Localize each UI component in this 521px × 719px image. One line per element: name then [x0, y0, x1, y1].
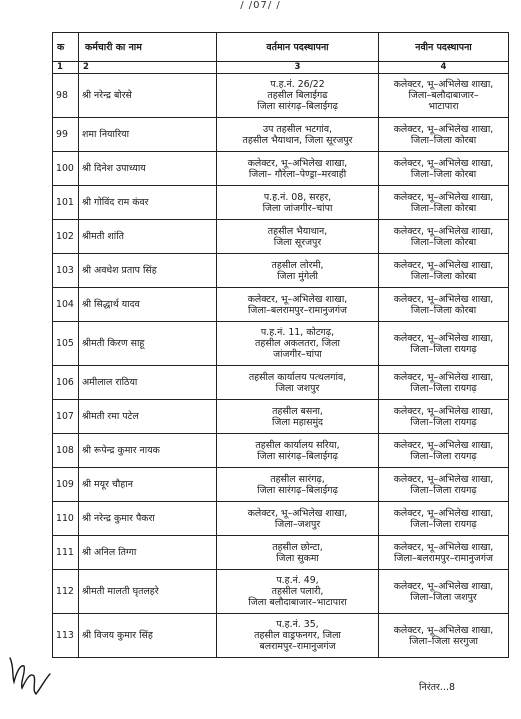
current-posting-line: प.ह.नं. 26/22 [270, 79, 325, 90]
current-posting-line: तहसील सारंगढ़, [270, 473, 325, 485]
new-posting-line: जिला–जिला रायगढ़ [410, 484, 477, 496]
new-posting [379, 434, 509, 468]
new-posting [379, 118, 509, 152]
new-posting [379, 400, 509, 434]
new-posting-line: जिला–जिला रायगढ़ [410, 343, 477, 355]
new-posting-line: कलेक्टर, भू–अभिलेख शाखा, [393, 371, 494, 383]
current-posting [217, 614, 379, 658]
header-current-posting: वर्तमान पदस्थापना [217, 33, 379, 62]
current-posting [217, 74, 379, 118]
new-posting [379, 570, 509, 614]
employee-name: अमीलाल राठिया [79, 366, 217, 400]
serial-number: 102 [53, 220, 79, 254]
employee-name: श्री अवधेश प्रताप सिंह [79, 254, 217, 288]
current-posting-line: जिला जांजगीर–चांपा [262, 202, 333, 214]
employee-name: श्रीमती रमा पटेल [79, 400, 217, 434]
table-row [53, 152, 509, 186]
table-row [53, 366, 509, 400]
current-posting-line: तहसील पलारी, [271, 586, 324, 597]
current-posting-line: जिला–बलरामपुर–रामानुजगंज [248, 304, 347, 316]
current-posting-line: जिला– गौरेला–पेण्ड्रा–मरवाही [248, 168, 347, 180]
employee-name: श्रीमती शांति [79, 220, 217, 254]
table-row [53, 186, 509, 220]
employee-name: शमा नियारिया [79, 118, 217, 152]
new-posting-line: कलेक्टर, भू–अभिलेख शाखा, [393, 580, 494, 592]
new-posting [379, 366, 509, 400]
continued-note: निरंतर...8 [419, 682, 456, 693]
new-posting-line: जिला–बलरामपुर–रामानुजगंज [394, 552, 493, 564]
current-posting-line: जांजगीर–चांपा [273, 349, 322, 360]
current-posting [217, 366, 379, 400]
new-posting-line: जिला–जिला सरगुजा [409, 635, 478, 647]
new-posting-line: जिला–जिला कोरबा [410, 304, 477, 316]
current-posting-line: प.ह.नं. 11, कोटगढ़, [260, 327, 335, 338]
header-new-posting: नवीन पदस्थापना [379, 33, 509, 62]
current-posting-line: जिला जशपुर [275, 382, 320, 394]
new-posting-line: जिला–जिला कोरबा [410, 270, 477, 282]
new-posting-line: जिला–जिला रायगढ़ [410, 416, 477, 428]
transfer-table [52, 32, 509, 658]
employee-name: श्रीमती किरण साहू [79, 322, 217, 366]
new-posting [379, 322, 509, 366]
serial-number: 103 [53, 254, 79, 288]
employee-name: श्री नरेन्द्र कुमार पैकरा [79, 502, 217, 536]
current-posting-line: प.ह.नं. 35, [276, 619, 319, 630]
table-row [53, 614, 509, 658]
table-row [53, 74, 509, 118]
table-row [53, 468, 509, 502]
current-posting-line: तहसील बिलाईगढ [267, 90, 328, 101]
current-posting-line: तहसील भैयाथान, जिला सूरजपुर [242, 134, 353, 146]
column-number-3: 3 [217, 62, 379, 74]
column-number-4: 4 [379, 62, 509, 74]
table-row [53, 570, 509, 614]
new-posting-line: कलेक्टर, भू–अभिलेख शाखा, [393, 332, 494, 344]
new-posting [379, 468, 509, 502]
new-posting-line: जिला–जिला कोरबा [410, 236, 477, 248]
new-posting-line: कलेक्टर, भू–अभिलेख शाखा, [393, 225, 494, 237]
current-posting [217, 502, 379, 536]
new-posting-line: कलेक्टर, भू–अभिलेख शाखा, [393, 473, 494, 485]
employee-name: श्री गोविंद राम कंवर [79, 186, 217, 220]
current-posting-line: तहसील भैयाथान, [267, 225, 328, 237]
new-posting [379, 220, 509, 254]
current-posting-line: बलरामपुर–रामानुजगंज [259, 641, 336, 652]
current-posting-line: कलेक्टर, भू–अभिलेख शाखा, [247, 507, 348, 519]
current-posting-line: तहसील लोरमी, [271, 259, 324, 271]
current-posting [217, 468, 379, 502]
serial-number: 112 [53, 570, 79, 614]
new-posting [379, 74, 509, 118]
current-posting [217, 322, 379, 366]
serial-number: 109 [53, 468, 79, 502]
table-row [53, 254, 509, 288]
table-row [53, 220, 509, 254]
table-row [53, 118, 509, 152]
table-row [53, 536, 509, 570]
column-number-2: 2 [79, 62, 217, 74]
current-posting-line: प.ह.नं. 08, सरहर, [263, 191, 332, 203]
new-posting-line: कलेक्टर, भू–अभिलेख शाखा, [393, 624, 494, 636]
current-posting-line: कलेक्टर, भू–अभिलेख शाखा, [247, 157, 348, 169]
employee-name: श्री रूपेन्द्र कुमार नायक [79, 434, 217, 468]
new-posting [379, 152, 509, 186]
new-posting-line: भाटापारा [428, 101, 459, 112]
signature [6, 652, 54, 702]
new-posting-line: कलेक्टर, भू–अभिलेख शाखा, [393, 191, 494, 203]
current-posting [217, 254, 379, 288]
current-posting-line: जिला सुकमा [276, 552, 319, 564]
new-posting-line: जिला–जिला रायगढ़ [410, 518, 477, 530]
current-posting-line: उप तहसील भटगांव, [262, 123, 333, 135]
header-employee-name: कर्मचारी का नाम [79, 33, 217, 62]
table-row [53, 400, 509, 434]
serial-number: 113 [53, 614, 79, 658]
current-posting-line: जिला सारंगढ़–बिलाईगढ़ [257, 101, 338, 112]
new-posting-line: कलेक्टर, भू–अभिलेख शाखा, [393, 541, 494, 553]
current-posting-line: तहसील कार्यालय सरिया, [255, 439, 340, 451]
current-posting [217, 152, 379, 186]
new-posting-line: जिला–जिला रायगढ़ [410, 382, 477, 394]
new-posting-line: जिला–जिला रायगढ़ [410, 450, 477, 462]
current-posting-line: तहसील बसना, [272, 405, 323, 417]
current-posting-line: प.ह.नं. 49, [276, 575, 319, 586]
header-serial: क [53, 33, 79, 62]
employee-name: श्री नरेन्द्र बोरसे [79, 74, 217, 118]
current-posting-line: जिला सारंगढ़–बिलाईगढ़ [257, 484, 338, 496]
serial-number: 105 [53, 322, 79, 366]
table-row [53, 322, 509, 366]
current-posting-line: तहसील अकलतरा, जिला [255, 338, 340, 349]
serial-number: 106 [53, 366, 79, 400]
new-posting-line: जिला–जिला कोरबा [410, 134, 477, 146]
new-posting-line: कलेक्टर, भू–अभिलेख शाखा, [393, 123, 494, 135]
current-posting-line: कलेक्टर, भू–अभिलेख शाखा, [247, 293, 348, 305]
serial-number: 107 [53, 400, 79, 434]
table-row [53, 502, 509, 536]
new-posting [379, 288, 509, 322]
table-body [53, 33, 509, 658]
current-posting [217, 536, 379, 570]
current-posting [217, 118, 379, 152]
column-number-row [53, 62, 509, 74]
current-posting-line: तहसील वाड्रफनगर, जिला [254, 630, 341, 641]
new-posting-line: कलेक्टर, भू–अभिलेख शाखा, [393, 79, 494, 90]
column-number-1: 1 [53, 62, 79, 74]
employee-name: श्री सिद्धार्थ यादव [79, 288, 217, 322]
table-header-row [53, 33, 509, 62]
employee-name: श्रीमती मालती घृतलहरे [79, 570, 217, 614]
employee-name: श्री दिनेश उपाध्याय [79, 152, 217, 186]
new-posting-line: जिला–जिला कोरबा [410, 168, 477, 180]
new-posting-line: जिला–जिला जशपुर [410, 591, 477, 603]
serial-number: 104 [53, 288, 79, 322]
new-posting-line: जिला–बलौदाबाजार– [408, 90, 479, 101]
employee-name: श्री विजय कुमार सिंह [79, 614, 217, 658]
new-posting [379, 186, 509, 220]
new-posting [379, 502, 509, 536]
serial-number: 108 [53, 434, 79, 468]
new-posting-line: कलेक्टर, भू–अभिलेख शाखा, [393, 157, 494, 169]
new-posting-line: कलेक्टर, भू–अभिलेख शाखा, [393, 293, 494, 305]
current-posting [217, 186, 379, 220]
new-posting [379, 536, 509, 570]
current-posting [217, 288, 379, 322]
current-posting [217, 400, 379, 434]
new-posting-line: कलेक्टर, भू–अभिलेख शाखा, [393, 439, 494, 451]
current-posting [217, 220, 379, 254]
serial-number: 98 [53, 74, 79, 118]
new-posting [379, 254, 509, 288]
current-posting-line: जिला मुंगेली [277, 270, 318, 282]
employee-name: श्री अनिल तिग्गा [79, 536, 217, 570]
serial-number: 111 [53, 536, 79, 570]
new-posting-line: जिला–जिला कोरबा [410, 202, 477, 214]
employee-name: श्री मयूर चौहान [79, 468, 217, 502]
new-posting-line: कलेक्टर, भू–अभिलेख शाखा, [393, 507, 494, 519]
serial-number: 101 [53, 186, 79, 220]
current-posting-line: तहसील छोन्टा, [272, 541, 323, 553]
current-posting-line: तहसील कार्यालय पत्थलगांव, [248, 371, 347, 383]
page-number: / /07/ / [240, 0, 281, 11]
new-posting-line: कलेक्टर, भू–अभिलेख शाखा, [393, 405, 494, 417]
current-posting-line: जिला बलौदाबाजार–भाटापारा [248, 597, 347, 608]
current-posting-line: जिला महासमुंद [271, 416, 324, 428]
table-row [53, 434, 509, 468]
new-posting-line: कलेक्टर, भू–अभिलेख शाखा, [393, 259, 494, 271]
current-posting-line: जिला सूरजपुर [273, 236, 322, 248]
serial-number: 110 [53, 502, 79, 536]
current-posting-line: जिला सारंगढ़–बिलाईगढ़ [257, 450, 338, 462]
current-posting-line: जिला–जशपुर [274, 518, 321, 530]
serial-number: 100 [53, 152, 79, 186]
current-posting [217, 434, 379, 468]
current-posting [217, 570, 379, 614]
serial-number: 99 [53, 118, 79, 152]
new-posting [379, 614, 509, 658]
table-row [53, 288, 509, 322]
